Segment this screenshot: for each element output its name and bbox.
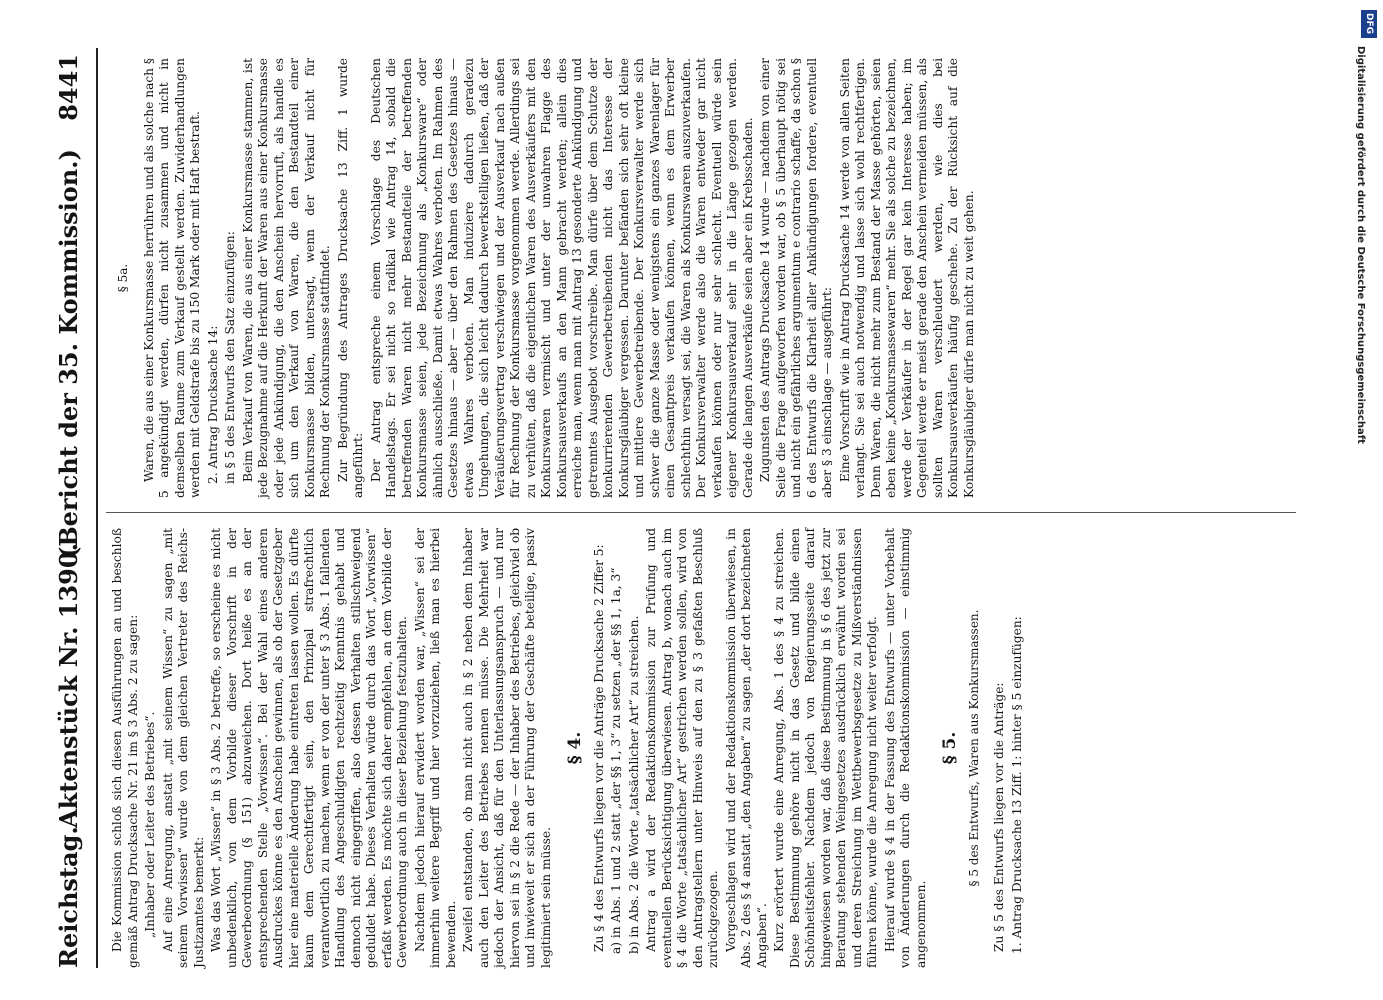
paragraph: Hierauf wurde § 4 in der Fassung des Entwurfs — unter Vorbehalt von Änderungen durch die Redaktionskommission — einstimmig angenommen. [882, 528, 928, 968]
section-5a-heading: § 5a. [116, 263, 130, 293]
digitization-credit [1355, 6, 1377, 986]
list-item: a) in Abs. 1 und 2 statt „der §§ 1, 3“ zu setzen „der §§ 1, 1a, 3“ [609, 567, 623, 954]
section-5-subtitle: § 5 des Entwurfs, Waren aus Konkursmassen. [966, 609, 981, 887]
dfg-logo: DFG [1361, 10, 1377, 38]
paragraph: Was das Wort „Wissen“ in § 3 Abs. 2 betreffe, so erscheine es nicht unbedenklich, von dem Vorbilde dieser Vorschrift in der Gewerbeordnung (§ 151) abzuweichen. Dort heiße es an der entsprechenden Stelle „Vorwissen“. Bei der Wahl eines anderen Ausdruckes könne es den Anschein gewinnen, als ob der Gesetzgeber hier eine materielle Änderung habe eintreten lassen wollen. Es dürfte kaum dem Gerechtfertigt sein, den Prinzipal strafrechtlich verantwortlich zu machen, wenn er von der unter § 3 Abs. 1 fallenden Handlung des Angeschuldigten rechtzeitig Kenntnis gehabt und dennoch nicht eingegriffen, also dessen Verhalten stillschweigend geduldet habe. Dieses Verhalten würde durch das Wort „Vorwissen“ erfaßt werden. Es möchte sich daher empfehlen, an dem Vorbilde der Gewerbeordnung auch in dieser Beziehung festzuhalten. [209, 528, 409, 968]
paragraph: Zu § 5 des Entwurfs liegen vor die Anträge: [992, 682, 1006, 952]
paragraph: Waren, die aus einer Konkursmasse herrühren und als solche nach § 5 angekündigt werden, dürfen nicht zusammen und nicht in demselben Raume zum Verkauf gestellt werden. Zuwiderhandlungen werden mit Geldstrafe bis zu 150 Mark oder mit Haft bestraft. [141, 58, 202, 498]
paragraph: Der Antrag entspreche einem Vorschlage des Deutschen Handelstags. Er sei nicht so radikal wie Antrag 14, sobald die betreffenden Waren nicht mehr Bestandteile der betreffenden Konkursmasse seien, jede Bezeichnung als „Konkursware“ oder ähnlich ausschließe. Damit etwas Wahres verboten. Im Rahmen des Gesetzes hinaus — aber — über den Rahmen des Gesetzes hinaus — etwas Wahres verboten. Man induziere dadurch geradezu Umgehungen, die sich leicht dadurch bewerkstelligen ließen, daß der Veräußerungsvertrag verschwiegen und der Ausverkauf nach außen für Rechnung der Konkursmasse vorgenommen werde. Allerdings sei zu verhüten, daß die eigentlichen Waren des Ausverkäufers mit den Konkurswaren vermischt und unter der unwahren Flagge des Konkursausverkaufs an den Mann gebracht werden; allein dies erreiche man, wenn man mit Antrag 13 gesonderte Ankündigung und getrenntes Ausgebot vorschreibe. Man dürfe über dem Schutze der konkurrierenden Gewerbetreibenden nicht das Interesse der Konkursgläubiger vergessen. Darunter befänden sich sehr oft kleine und mittlere Gewerbetreibende. Der Konkursverwalter werde sich schwer die ganze Masse oder wenigstens ein ganzes Warenlager für einen Gesamtpreis verkaufen können, wenn es dem Erwerber schlechthin versagt sei, die Waren als Konkurswaren auszuverkaufen. Der Konkursverwalter werde also die Waren entweder gar nicht verkaufen können oder nur sehr schlecht. Eventuell würde sein eigener Konkursausverkauf sehr in die Länge gezogen werden. Gerade die langen Ausverkäufe seien aber ein Krebsschaden. [368, 58, 755, 498]
right-column [110, 58, 979, 498]
paragraph: Kurz erörtert wurde eine Anregung, Abs. 1 des § 4 zu streichen. Diese Bestimmung gehöre nicht in das Gesetz und bilde einen Schönheitsfehler. Nachdem jedoch von Regierungsseite darauf hingewiesen worden war, daß diese Bestimmung in § 6 des jetzt zur Beratung stehenden Weingesetzes ausdrücklich erwähnt worden sei und deren Streichung im Wettbewerbsgesetze zu Mißverständnissen führen könne, wurde die Anregung nicht weiter verfolgt. [772, 528, 879, 968]
paragraph: Zu § 4 des Entwurfs liegen vor die Anträge Drucksache 2 Ziffer 5: [591, 544, 606, 952]
paragraph: Vorgeschlagen wird und der Redaktionskommission überwiesen, in Abs. 2 des § 4 anstatt „den Angaben“ zu sagen „der dort bezeichneten Angaben“. [723, 528, 769, 968]
paragraph-quote: „Inhaber oder Leiter des Betriebes“. [143, 711, 157, 938]
paragraph: Die Kommission schloß sich diesen Ausführungen an und beschloß gemäß Antrag Drucksache Nr. 21 im § 3 Abs. 2 zu sagen: [110, 528, 140, 968]
list-item: 2. Antrag Drucksache 14: [205, 325, 220, 484]
section-5-heading: § 5. [940, 731, 960, 765]
left-column [110, 528, 1027, 968]
paragraph: Beim Verkauf von Waren, die aus einer Konkursmasse stammen, ist jede Bezugnahme auf die Herkunft der Waren aus einer Konkursmasse oder jede Ankündigung, die den Anschein hervorruft, als handle es sich um den Verkauf von Waren, die den Bestandteil einer Konkursmasse bilden, untersagt, wenn der Verkauf nicht für Rechnung der Konkursmasse stattfindet. [240, 58, 332, 498]
paragraph: in § 5 des Entwurfs den Satz einzufügen: [223, 231, 237, 484]
paragraph: Zur Begründung des Antrages Drucksache 13 Ziff. 1 wurde angeführt: [335, 58, 365, 498]
credit-text: Digitalisierung gefördert durch die Deutsche Forschungsgemeinschaft [1355, 46, 1366, 444]
rotated-page [40, 48, 1380, 968]
header-reichstag: Reichstag. [54, 826, 83, 968]
column-divider [106, 512, 1296, 513]
header-report-title: (Bericht der 35. Kommission.) [54, 149, 83, 558]
list-item: b) in Abs. 2 die Worte „tatsächlicher Art“ zu streichen. [626, 615, 641, 954]
page-header [40, 48, 98, 968]
paragraph: Eine Vorschrift wie in Antrag Drucksache 14 werde von allen Seiten verlangt. Sie sei auch notwendig und lasse sich wohl rechtfertigen. Denn Waren, die nicht mehr zum Bestand der Masse gehörten, seien eben keine „Konkursmassewaren“ mehr. Sie als solche zu bezeichnen, werde der Verkäufer in der Regel gar kein Interesse haben; im Gegenteil werde er meist gerade den Anschein vermeiden müssen, als sollten Waren verschleudert werden, wie dies bei Konkursausverkäufen häufig geschehe. Zu der Rücksicht auf die Konkursgläubiger dürfe man nicht zu weit gehen. [837, 58, 976, 498]
section-4-heading: § 4. [565, 731, 585, 765]
paragraph: Auf eine Anregung, anstatt „mit seinem Wissen“ zu sagen „mit seinem Vorwissen“ wurde von dem gleichen Vertreter des Reichs-Justizamtes bemerkt: [160, 528, 206, 968]
paragraph: Zugunsten des Antrags Drucksache 14 wurde — nachdem von einer Seite die Frage aufgeworfen worden war, ob § 5 überhaupt nötig sei und nicht ein gefährliches argumentum e contrario schaffe, da schon § 6 des Entwurfs die Klarheit aller Ankündigungen fordere, eventuell aber § 3 einschlage — ausgeführt: [758, 58, 834, 498]
paragraph: Nachdem jedoch hierauf erwidert worden war, „Wissen“ sei der immerhin weitere Begriff und hier vorzuziehen, ließ man es hierbei bewenden. [412, 528, 458, 968]
header-document-number: Aktenstück Nr. 1390. [54, 543, 83, 828]
list-item: 1. Antrag Drucksache 13 Ziff. 1: hinter § 5 einzufügen: [1009, 616, 1024, 954]
paragraph: Antrag a wird der Redaktionskommission zur Prüfung und eventuellen Berücksichtigung überwiesen. Antrag b, wonach auch im § 4 die Worte „tatsächlicher Art“ gestrichen werden sollen, wird von den Antragstellern unter Hinweis auf den zu § 3 gefaßten Beschluß zurückgezogen. [644, 528, 720, 968]
header-page-number: 8441 [54, 54, 83, 121]
paragraph: Zweifel entstanden, ob man nicht auch in § 2 neben dem Inhaber auch den Leiter des Betriebes nennen müsse. Die Mehrheit war jedoch der Ansicht, daß für den Unterlassungsanspruch — und nur hiervon sei in § 2 die Rede — der Inhaber des Betriebes, gleichviel ob und inwieweit er sich an der Führung der Geschäfte beteilige, passiv legitimiert sein müsse. [461, 528, 553, 968]
